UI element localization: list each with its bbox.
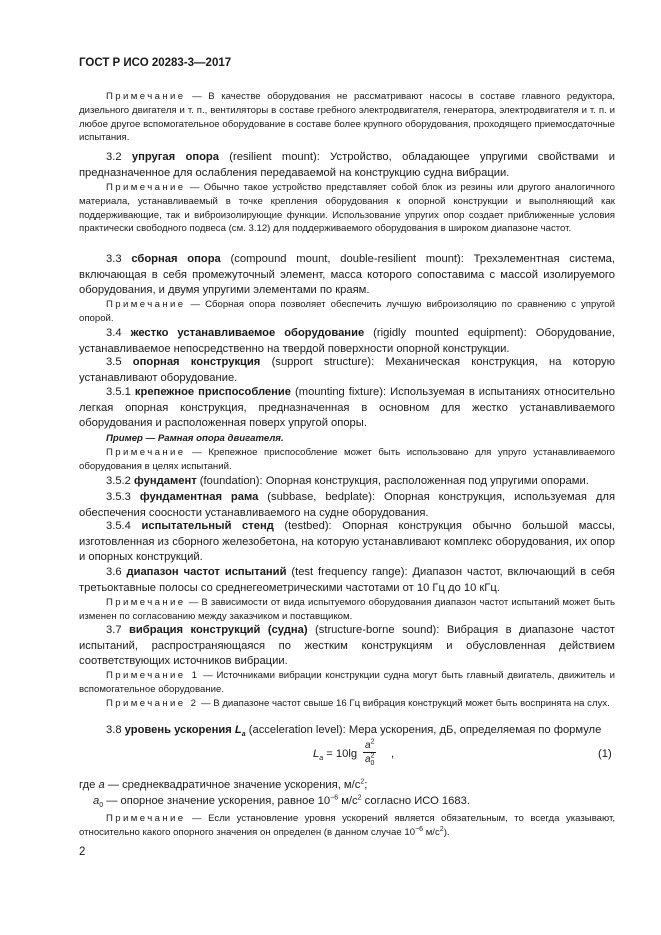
- term-name: вибрация конструкций (судна): [129, 624, 308, 636]
- note-label: Примечание 2: [106, 698, 199, 709]
- term-3-5: [79, 355, 615, 386]
- term-3-4: [79, 326, 615, 357]
- term-number: 3.5.1: [106, 386, 135, 398]
- term-name: диапазон частот испытаний: [126, 566, 287, 578]
- term-definition: (resilient mount): Устройство, обладающее упругими свойствами и предназначенное для ослабления передаваемой на конструкцию судна вибрации.: [79, 151, 615, 179]
- formula-1: [313, 737, 453, 777]
- example-text: Пример — Рамная опора двигателя.: [106, 433, 284, 444]
- term-number: 3.5: [106, 356, 133, 368]
- note-text: — В качестве оборудования не рассматривают насосы в составе главного редуктора, дизельного двигателя и т. п., вентиляторы в составе гребного электродвигателя, генератора, электродвигателя и т. п. и любое другое вспомогательное оборудование в составе более крупного оборудования, проходящего приемосдаточные испытания.: [79, 91, 615, 144]
- term-number: 3.7: [106, 624, 130, 636]
- term-name: упругая опора: [131, 151, 219, 163]
- formula-numerator: $a^2$: [365, 738, 375, 751]
- term-name: жестко устанавливаемое оборудование: [130, 327, 365, 339]
- term-definition: (rigidly mounted equipment): Оборудование, устанавливаемое непосредственно на твердой поверхности опорной конструкции.: [79, 327, 615, 355]
- note-text: — Обычно такое устройство представляет собой блок из резины или другого аналогичного материала, устанавливаемый в точке крепления оборудования к опорной конструкции и выполняющий как поддерживающие, так и виброизолирующие функции. Использование упругих опор создает приближенные условия практически свободного подвеса (см. 3.12) для поддерживаемого оборудования в широком диапазоне частот.: [79, 182, 615, 235]
- term-name: фундамент: [134, 475, 197, 487]
- page-number: 2: [79, 846, 86, 858]
- term-definition: (subbase, bedplate): Опорная конструкция, используемая для обеспечения соосности устанавливаемого на судне оборудования.: [79, 491, 616, 519]
- note-3-7-2: [79, 697, 615, 711]
- term-name: фундаментная рама: [139, 491, 259, 503]
- note-label: Примечание: [106, 182, 186, 193]
- formula-fraction: [363, 739, 376, 766]
- term-number: 3.5.2: [106, 475, 134, 487]
- term-definition: (acceleration level): Мера ускорения, дБ, определяемая по формуле: [245, 724, 602, 736]
- term-definition: (structure-borne sound): Вибрация в диапазоне частот испытаний, распространяющаяся по жестким конструкциям и обусловленная действием соответствующих источников вибрации.: [79, 624, 615, 667]
- term-number: 3.5.3: [106, 491, 140, 503]
- term-3-5-1: [79, 385, 615, 432]
- term-symbol-subscript: a: [241, 731, 246, 739]
- term-definition: (test frequency range): Диапазон частот, включающий в себя третьоктавные полосы со среднегеометрическими частотами от 10 Гц до 10 кГц.: [79, 566, 615, 594]
- note-text: — В диапазоне частот свыше 16 Гц вибрация конструкций может быть воспринята на слух.: [198, 698, 610, 709]
- term-number: 3.2: [106, 151, 132, 163]
- term-3-5-2: [79, 474, 615, 490]
- term-3-3: [79, 252, 615, 299]
- note-3-1: [79, 90, 615, 145]
- note-3-7-1: [79, 669, 615, 697]
- term-definition: (mounting fixture): Используемая в испытаниях относительно легкая опорная конструкция, предназначенная в основном для жестко устанавливаемого оборудования и расположенная поверх упругой опоры.: [79, 386, 615, 429]
- note-label: Примечание 1: [106, 670, 200, 681]
- formula-denominator: $a^2_0$: [365, 752, 375, 767]
- note-3-8: Примечание — Если установление уровня ускорений является обязательным, то всегда указывают, относительно какого опорного значения он определен (в данном случае $10^{-6}$ $м/с^2$).: [79, 813, 615, 838]
- note-label: Примечание: [106, 299, 186, 310]
- formula-tail: ,: [391, 748, 395, 760]
- formula-definition-a: где a — среднеквадратичное значение ускорения, $м/с^2$;: [79, 778, 368, 791]
- note-text: — Крепежное приспособление может быть использовано для упруго устанавливаемого оборудования в целях испытаний.: [79, 447, 615, 472]
- term-definition: (compound mount, double-resilient mount): Трехэлементная система, включающая в себя промежуточный элемент, масса которого сопоставима с массой изолируемого оборудования, и двумя упругими элементами по краям.: [79, 253, 615, 296]
- note-3-5-1: [79, 446, 615, 474]
- term-3-5-4: [79, 519, 615, 566]
- note-text: — Если установление уровня ускорений является обязательным, то всегда указывают, относительно какого опорного значения он определен (в данном случае 10: [79, 813, 615, 838]
- term-symbol: L: [234, 724, 242, 736]
- term-number: 3.6: [106, 566, 127, 578]
- term-name: крепежное приспособление: [134, 386, 292, 398]
- term-definition: (foundation): Опорная конструкция, расположенная под упругими опорами.: [196, 475, 589, 487]
- note-label: Примечание: [106, 813, 186, 824]
- term-definition: (support structure): Механическая конструкция, на которую устанавливают оборудование.: [79, 356, 615, 384]
- note-text: — Источниками вибрации конструкции судна могут быть главный двигатель, движитель и вспомогательное оборудование.: [79, 670, 615, 695]
- note-label: Примечание: [106, 447, 186, 458]
- note-text: — В зависимости от вида испытуемого оборудования диапазон частот испытаний может быть изменен по согласованию между заказчиком и поставщиком.: [79, 597, 615, 622]
- term-3-5-3: [79, 490, 615, 521]
- note-3-6: [79, 596, 615, 624]
- term-3-7: [79, 623, 615, 670]
- note-label: Примечание: [106, 91, 186, 102]
- note-text: — Сборная опора позволяет обеспечить лучшую виброизоляцию по сравнению с упругой опорой.: [79, 299, 615, 324]
- note-3-3: [79, 298, 615, 326]
- term-number: 3.4: [106, 327, 131, 339]
- formula-definition-a0: $a_0$ — опорное значение ускорения, равное $10^{-6}$ $м/с^2$ согласно ИСО 1683.: [93, 794, 470, 810]
- note-3-2: [79, 181, 615, 236]
- term-3-2: [79, 150, 615, 181]
- example: [79, 428, 615, 446]
- term-name: опорная конструкция: [132, 356, 261, 368]
- equation-number: (1): [598, 748, 612, 760]
- formula-lhs: $L_a = 10\lg$: [313, 748, 358, 763]
- term-name: испытательный стенд: [141, 520, 274, 532]
- term-number: 3.8: [106, 724, 125, 736]
- term-name: сборная опора: [131, 253, 221, 265]
- term-number: 3.5.4: [106, 520, 142, 532]
- note-label: Примечание: [106, 597, 186, 608]
- term-definition: (testbed): Опорная конструкция обычно большой массы, изготовленная из сборного железобетона, на которую устанавливают комплекс оборудования, их опор и опорных конструкций.: [79, 520, 615, 563]
- term-3-6: [79, 565, 615, 596]
- term-number: 3.3: [106, 253, 132, 265]
- term-name: уровень ускорения: [124, 724, 235, 736]
- document-header: ГОСТ Р ИСО 20283-3—2017: [79, 57, 232, 69]
